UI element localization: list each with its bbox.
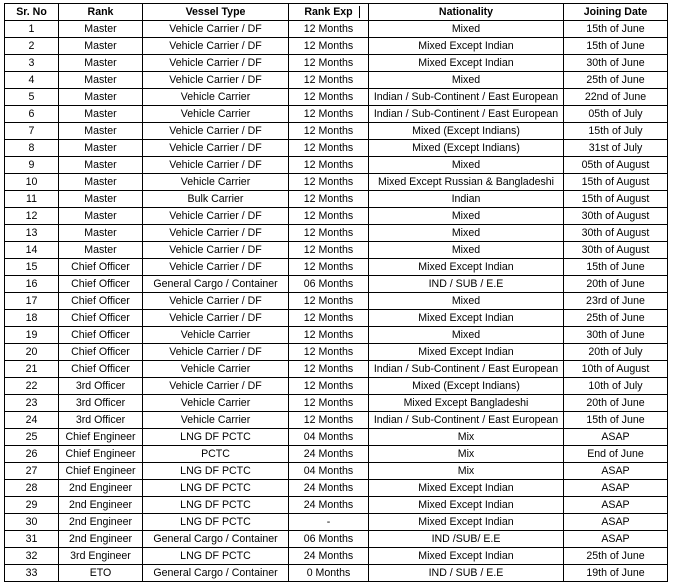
cell-rank-exp: 12 Months	[289, 157, 369, 174]
cell-sr-no: 15	[5, 259, 59, 276]
cell-sr-no: 32	[5, 548, 59, 565]
vacancy-table-container	[4, 3, 668, 582]
header-rank-exp-label: Rank Exp	[304, 5, 353, 18]
table-row	[5, 242, 668, 259]
cell-nationality: Mixed Except Russian & Bangladeshi	[369, 174, 564, 191]
table-row	[5, 361, 668, 378]
cell-rank-exp: 12 Months	[289, 123, 369, 140]
cell-sr-no: 22	[5, 378, 59, 395]
cell-nationality: Indian / Sub-Continent / East European	[369, 89, 564, 106]
cell-nationality: Mixed Except Bangladeshi	[369, 395, 564, 412]
cell-sr-no: 30	[5, 514, 59, 531]
cell-rank: Chief Officer	[59, 293, 143, 310]
cell-nationality: Mixed Except Indian	[369, 38, 564, 55]
cell-joining-date: ASAP	[564, 497, 668, 514]
table-row	[5, 310, 668, 327]
cell-rank: Master	[59, 38, 143, 55]
cell-sr-no: 8	[5, 140, 59, 157]
cell-vessel-type: Vehicle Carrier / DF	[143, 72, 289, 89]
cell-joining-date: 10th of August	[564, 361, 668, 378]
cell-nationality: Mixed	[369, 327, 564, 344]
cell-vessel-type: Vehicle Carrier / DF	[143, 344, 289, 361]
cell-joining-date: ASAP	[564, 480, 668, 497]
cell-joining-date: 15th of August	[564, 191, 668, 208]
cell-joining-date: 15th of June	[564, 259, 668, 276]
cell-joining-date: 25th of June	[564, 310, 668, 327]
cell-joining-date: 30th of August	[564, 242, 668, 259]
cell-rank-exp: 12 Months	[289, 344, 369, 361]
cell-rank-exp: 12 Months	[289, 55, 369, 72]
cell-rank-exp: 12 Months	[289, 293, 369, 310]
cell-vessel-type: Bulk Carrier	[143, 191, 289, 208]
cell-vessel-type: Vehicle Carrier	[143, 361, 289, 378]
cell-vessel-type: Vehicle Carrier / DF	[143, 38, 289, 55]
cell-vessel-type: Vehicle Carrier	[143, 395, 289, 412]
table-row	[5, 123, 668, 140]
cell-joining-date: 22nd of June	[564, 89, 668, 106]
cell-sr-no: 5	[5, 89, 59, 106]
cell-rank-exp: 12 Months	[289, 208, 369, 225]
header-rank-exp	[289, 4, 369, 21]
cell-sr-no: 29	[5, 497, 59, 514]
cell-rank-exp: 0 Months	[289, 565, 369, 582]
cell-sr-no: 11	[5, 191, 59, 208]
table-row	[5, 276, 668, 293]
cell-nationality: Mix	[369, 429, 564, 446]
cell-rank-exp: 12 Months	[289, 140, 369, 157]
cell-nationality: Mixed Except Indian	[369, 497, 564, 514]
table-row	[5, 89, 668, 106]
table-row	[5, 208, 668, 225]
cell-rank-exp: 12 Months	[289, 361, 369, 378]
cell-nationality: IND /SUB/ E.E	[369, 531, 564, 548]
cell-rank: Chief Officer	[59, 310, 143, 327]
cell-vessel-type: Vehicle Carrier / DF	[143, 310, 289, 327]
cell-rank: Chief Engineer	[59, 429, 143, 446]
cell-nationality: Mixed	[369, 72, 564, 89]
table-row	[5, 157, 668, 174]
cell-rank-exp: 12 Months	[289, 412, 369, 429]
cell-nationality: Mixed (Except Indians)	[369, 123, 564, 140]
cell-rank-exp: 24 Months	[289, 480, 369, 497]
cell-sr-no: 24	[5, 412, 59, 429]
table-row	[5, 225, 668, 242]
cell-rank: 3rd Officer	[59, 378, 143, 395]
cell-joining-date: 15th of June	[564, 412, 668, 429]
cell-rank: 2nd Engineer	[59, 480, 143, 497]
cell-rank-exp: 12 Months	[289, 395, 369, 412]
cell-vessel-type: Vehicle Carrier / DF	[143, 259, 289, 276]
cell-nationality: Indian / Sub-Continent / East European	[369, 361, 564, 378]
cell-joining-date: ASAP	[564, 463, 668, 480]
cell-rank-exp: 04 Months	[289, 463, 369, 480]
cell-vessel-type: LNG DF PCTC	[143, 429, 289, 446]
cell-rank-exp: 12 Months	[289, 174, 369, 191]
cell-nationality: Mixed	[369, 242, 564, 259]
cell-sr-no: 10	[5, 174, 59, 191]
cell-vessel-type: Vehicle Carrier / DF	[143, 157, 289, 174]
cell-vessel-type: General Cargo / Container	[143, 565, 289, 582]
cell-vessel-type: LNG DF PCTC	[143, 463, 289, 480]
cell-rank: 3rd Officer	[59, 412, 143, 429]
text-cursor	[359, 6, 360, 18]
cell-rank: Chief Engineer	[59, 446, 143, 463]
cell-nationality: Mix	[369, 446, 564, 463]
table-row	[5, 446, 668, 463]
table-body	[5, 21, 668, 582]
cell-nationality: Mixed (Except Indians)	[369, 378, 564, 395]
cell-rank: Chief Officer	[59, 276, 143, 293]
cell-rank: Master	[59, 208, 143, 225]
cell-rank: Master	[59, 157, 143, 174]
table-row	[5, 38, 668, 55]
cell-vessel-type: General Cargo / Container	[143, 276, 289, 293]
cell-rank: Chief Engineer	[59, 463, 143, 480]
cell-nationality: Mixed Except Indian	[369, 548, 564, 565]
cell-rank-exp: 12 Months	[289, 242, 369, 259]
cell-joining-date: 15th of August	[564, 174, 668, 191]
cell-rank-exp: 24 Months	[289, 548, 369, 565]
cell-rank-exp: 12 Months	[289, 106, 369, 123]
cell-vessel-type: Vehicle Carrier / DF	[143, 140, 289, 157]
cell-joining-date: 20th of June	[564, 395, 668, 412]
cell-rank: Master	[59, 21, 143, 38]
cell-sr-no: 26	[5, 446, 59, 463]
table-row	[5, 395, 668, 412]
table-row	[5, 191, 668, 208]
table-row	[5, 497, 668, 514]
cell-sr-no: 31	[5, 531, 59, 548]
cell-vessel-type: LNG DF PCTC	[143, 548, 289, 565]
cell-nationality: Mixed Except Indian	[369, 310, 564, 327]
cell-rank-exp: 06 Months	[289, 276, 369, 293]
cell-nationality: Mixed (Except Indians)	[369, 140, 564, 157]
cell-nationality: IND / SUB / E.E	[369, 565, 564, 582]
cell-rank-exp: 12 Months	[289, 191, 369, 208]
cell-sr-no: 4	[5, 72, 59, 89]
cell-rank: Master	[59, 106, 143, 123]
cell-sr-no: 16	[5, 276, 59, 293]
table-row	[5, 21, 668, 38]
cell-rank: Chief Officer	[59, 259, 143, 276]
table-row	[5, 55, 668, 72]
cell-vessel-type: Vehicle Carrier / DF	[143, 293, 289, 310]
cell-vessel-type: Vehicle Carrier / DF	[143, 378, 289, 395]
table-row	[5, 514, 668, 531]
cell-sr-no: 2	[5, 38, 59, 55]
cell-joining-date: 30th of June	[564, 55, 668, 72]
cell-nationality: Mixed	[369, 21, 564, 38]
cell-joining-date: 25th of June	[564, 548, 668, 565]
cell-vessel-type: General Cargo / Container	[143, 531, 289, 548]
cell-sr-no: 33	[5, 565, 59, 582]
cell-vessel-type: Vehicle Carrier / DF	[143, 208, 289, 225]
cell-sr-no: 12	[5, 208, 59, 225]
cell-rank-exp: 24 Months	[289, 497, 369, 514]
cell-rank: Master	[59, 89, 143, 106]
cell-rank: 2nd Engineer	[59, 497, 143, 514]
cell-rank-exp: 12 Months	[289, 378, 369, 395]
header-row	[5, 4, 668, 21]
cell-joining-date: 19th of June	[564, 565, 668, 582]
table-row	[5, 344, 668, 361]
cell-rank: Master	[59, 174, 143, 191]
cell-nationality: Mixed	[369, 293, 564, 310]
cell-rank-exp: 12 Months	[289, 225, 369, 242]
cell-rank-exp: 12 Months	[289, 21, 369, 38]
cell-rank-exp: 06 Months	[289, 531, 369, 548]
cell-nationality: Mixed	[369, 225, 564, 242]
cell-joining-date: 20th of July	[564, 344, 668, 361]
cell-rank-exp: 04 Months	[289, 429, 369, 446]
cell-rank: 2nd Engineer	[59, 531, 143, 548]
cell-sr-no: 7	[5, 123, 59, 140]
cell-sr-no: 6	[5, 106, 59, 123]
cell-joining-date: 20th of June	[564, 276, 668, 293]
cell-sr-no: 3	[5, 55, 59, 72]
cell-rank: Chief Officer	[59, 344, 143, 361]
cell-sr-no: 14	[5, 242, 59, 259]
cell-rank: Master	[59, 242, 143, 259]
cell-rank-exp: -	[289, 514, 369, 531]
vacancy-table	[4, 3, 668, 582]
cell-vessel-type: Vehicle Carrier / DF	[143, 225, 289, 242]
cell-vessel-type: Vehicle Carrier	[143, 89, 289, 106]
cell-nationality: Indian / Sub-Continent / East European	[369, 412, 564, 429]
cell-vessel-type: Vehicle Carrier	[143, 106, 289, 123]
cell-rank: 3rd Engineer	[59, 548, 143, 565]
header-rank: Rank	[59, 4, 143, 21]
table-row	[5, 106, 668, 123]
header-vessel-type: Vessel Type	[143, 4, 289, 21]
cell-sr-no: 13	[5, 225, 59, 242]
header-sr-no: Sr. No	[5, 4, 59, 21]
table-row	[5, 412, 668, 429]
cell-rank: 3rd Officer	[59, 395, 143, 412]
cell-sr-no: 25	[5, 429, 59, 446]
cell-joining-date: 25th of June	[564, 72, 668, 89]
cell-joining-date: 23rd of June	[564, 293, 668, 310]
cell-nationality: Mixed Except Indian	[369, 514, 564, 531]
cell-joining-date: 05th of July	[564, 106, 668, 123]
cell-rank: Chief Officer	[59, 327, 143, 344]
cell-joining-date: ASAP	[564, 429, 668, 446]
cell-rank: Chief Officer	[59, 361, 143, 378]
cell-vessel-type: Vehicle Carrier	[143, 412, 289, 429]
cell-rank-exp: 12 Months	[289, 38, 369, 55]
cell-joining-date: ASAP	[564, 514, 668, 531]
cell-rank-exp: 12 Months	[289, 259, 369, 276]
cell-nationality: Mixed Except Indian	[369, 480, 564, 497]
cell-sr-no: 18	[5, 310, 59, 327]
cell-joining-date: 15th of June	[564, 38, 668, 55]
cell-rank: Master	[59, 225, 143, 242]
cell-nationality: Mix	[369, 463, 564, 480]
cell-rank-exp: 12 Months	[289, 89, 369, 106]
cell-vessel-type: Vehicle Carrier	[143, 174, 289, 191]
cell-joining-date: 15th of July	[564, 123, 668, 140]
cell-vessel-type: Vehicle Carrier	[143, 327, 289, 344]
cell-sr-no: 1	[5, 21, 59, 38]
cell-joining-date: ASAP	[564, 531, 668, 548]
cell-sr-no: 21	[5, 361, 59, 378]
table-row	[5, 480, 668, 497]
cell-rank-exp: 12 Months	[289, 310, 369, 327]
cell-rank-exp: 12 Months	[289, 327, 369, 344]
cell-vessel-type: LNG DF PCTC	[143, 497, 289, 514]
cell-rank: Master	[59, 123, 143, 140]
table-row	[5, 174, 668, 191]
cell-rank-exp: 12 Months	[289, 72, 369, 89]
table-row	[5, 72, 668, 89]
cell-sr-no: 17	[5, 293, 59, 310]
cell-nationality: Mixed	[369, 208, 564, 225]
cell-rank-exp: 24 Months	[289, 446, 369, 463]
cell-rank: 2nd Engineer	[59, 514, 143, 531]
cell-vessel-type: LNG DF PCTC	[143, 480, 289, 497]
header-joining-date: Joining Date	[564, 4, 668, 21]
cell-nationality: IND / SUB / E.E	[369, 276, 564, 293]
cell-sr-no: 28	[5, 480, 59, 497]
cell-vessel-type: Vehicle Carrier / DF	[143, 123, 289, 140]
table-row	[5, 327, 668, 344]
cell-nationality: Mixed Except Indian	[369, 344, 564, 361]
table-row	[5, 463, 668, 480]
cell-joining-date: 15th of June	[564, 21, 668, 38]
cell-nationality: Mixed	[369, 157, 564, 174]
cell-rank: Master	[59, 140, 143, 157]
table-row	[5, 293, 668, 310]
header-nationality: Nationality	[369, 4, 564, 21]
cell-rank: Master	[59, 191, 143, 208]
cell-vessel-type: PCTC	[143, 446, 289, 463]
table-row	[5, 531, 668, 548]
cell-rank: ETO	[59, 565, 143, 582]
table-row	[5, 548, 668, 565]
cell-vessel-type: Vehicle Carrier / DF	[143, 21, 289, 38]
cell-vessel-type: Vehicle Carrier / DF	[143, 55, 289, 72]
cell-joining-date: 30th of June	[564, 327, 668, 344]
cell-joining-date: 30th of August	[564, 225, 668, 242]
cell-joining-date: 31st of July	[564, 140, 668, 157]
cell-vessel-type: LNG DF PCTC	[143, 514, 289, 531]
cell-joining-date: 10th of July	[564, 378, 668, 395]
cell-joining-date: 30th of August	[564, 208, 668, 225]
table-row	[5, 429, 668, 446]
cell-joining-date: 05th of August	[564, 157, 668, 174]
cell-joining-date: End of June	[564, 446, 668, 463]
cell-sr-no: 23	[5, 395, 59, 412]
cell-rank: Master	[59, 55, 143, 72]
cell-sr-no: 20	[5, 344, 59, 361]
cell-nationality: Indian / Sub-Continent / East European	[369, 106, 564, 123]
cell-sr-no: 19	[5, 327, 59, 344]
table-row	[5, 140, 668, 157]
cell-vessel-type: Vehicle Carrier / DF	[143, 242, 289, 259]
table-row	[5, 378, 668, 395]
cell-nationality: Indian	[369, 191, 564, 208]
cell-sr-no: 9	[5, 157, 59, 174]
cell-nationality: Mixed Except Indian	[369, 259, 564, 276]
cell-nationality: Mixed Except Indian	[369, 55, 564, 72]
table-row	[5, 259, 668, 276]
cell-sr-no: 27	[5, 463, 59, 480]
cell-rank: Master	[59, 72, 143, 89]
